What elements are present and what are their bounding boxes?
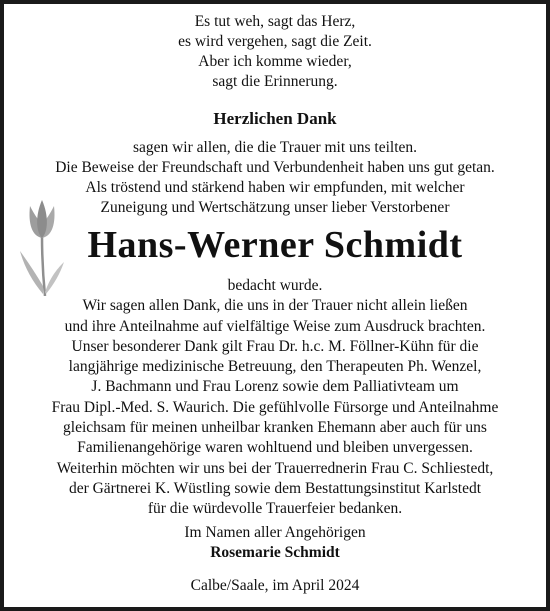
poem-line: Es tut weh, sagt das Herz, [194, 13, 356, 30]
intro-line: Die Beweise der Freundschaft und Verbundenheit haben uns gut getan. [55, 159, 495, 176]
on-behalf-text: Im Namen aller Angehörigen [184, 524, 366, 541]
deceased-name: Hans-Werner Schmidt [87, 224, 463, 266]
intro-line: Zuneigung und Wertschätzung unser lieber Verstorbener [100, 199, 450, 216]
body-line: Familienangehörige waren wohltuend und bleiben unvergessen. [77, 439, 473, 457]
closing-block [4, 523, 546, 563]
body-line: der Gärtnerei K. Wüstling sowie dem Bestattungsinstitut Karlstedt [68, 479, 482, 497]
poem [4, 12, 546, 92]
body-text [4, 276, 546, 520]
body-line: Unser besonderer Dank gilt Frau Dr. h.c. M. Föllner-Kühn für die [71, 337, 479, 355]
body-line: Frau Dipl.-Med. S. Waurich. Die gefühlvolle Fürsorge und Anteilnahme [51, 398, 499, 416]
body-line: J. Bachmann und Frau Lorenz sowie dem Palliativteam um [91, 378, 459, 396]
intro-line: Als tröstend und stärkend haben wir empfunden, mit welcher [85, 179, 465, 196]
poem-line: es wird vergehen, sagt die Zeit. [178, 33, 372, 50]
body-line: für die würdevolle Trauerfeier bedanken. [147, 500, 403, 518]
signer-name: Rosemarie Schmidt [210, 544, 340, 561]
body-line: Weiterhin möchten wir uns bei der Trauerrednerin Frau C. Schliestedt, [56, 459, 494, 477]
body-line: gleichsam für meinen unheilbar kranken Ehemann aber auch für uns [63, 419, 487, 437]
body-line: und ihre Anteilnahme auf vielfältige Weise zum Ausdruck brachten. [64, 317, 486, 335]
poem-line: sagt die Erinnerung. [212, 73, 338, 90]
body-line: bedacht wurde. [227, 277, 323, 294]
body-line: Wir sagen allen Dank, die uns in der Trauer nicht allein ließen [82, 297, 468, 315]
thanks-heading: Herzlichen Dank [213, 109, 337, 128]
intro-text [4, 138, 546, 218]
poem-line: Aber ich komme wieder, [198, 53, 352, 70]
body-line: langjährige medizinische Betreuung, den Therapeuten Ph. Wenzel, [68, 358, 482, 376]
place-date: Calbe/Saale, im April 2024 [190, 577, 360, 594]
intro-line: sagen wir allen, die die Trauer mit uns teilten. [132, 139, 418, 156]
